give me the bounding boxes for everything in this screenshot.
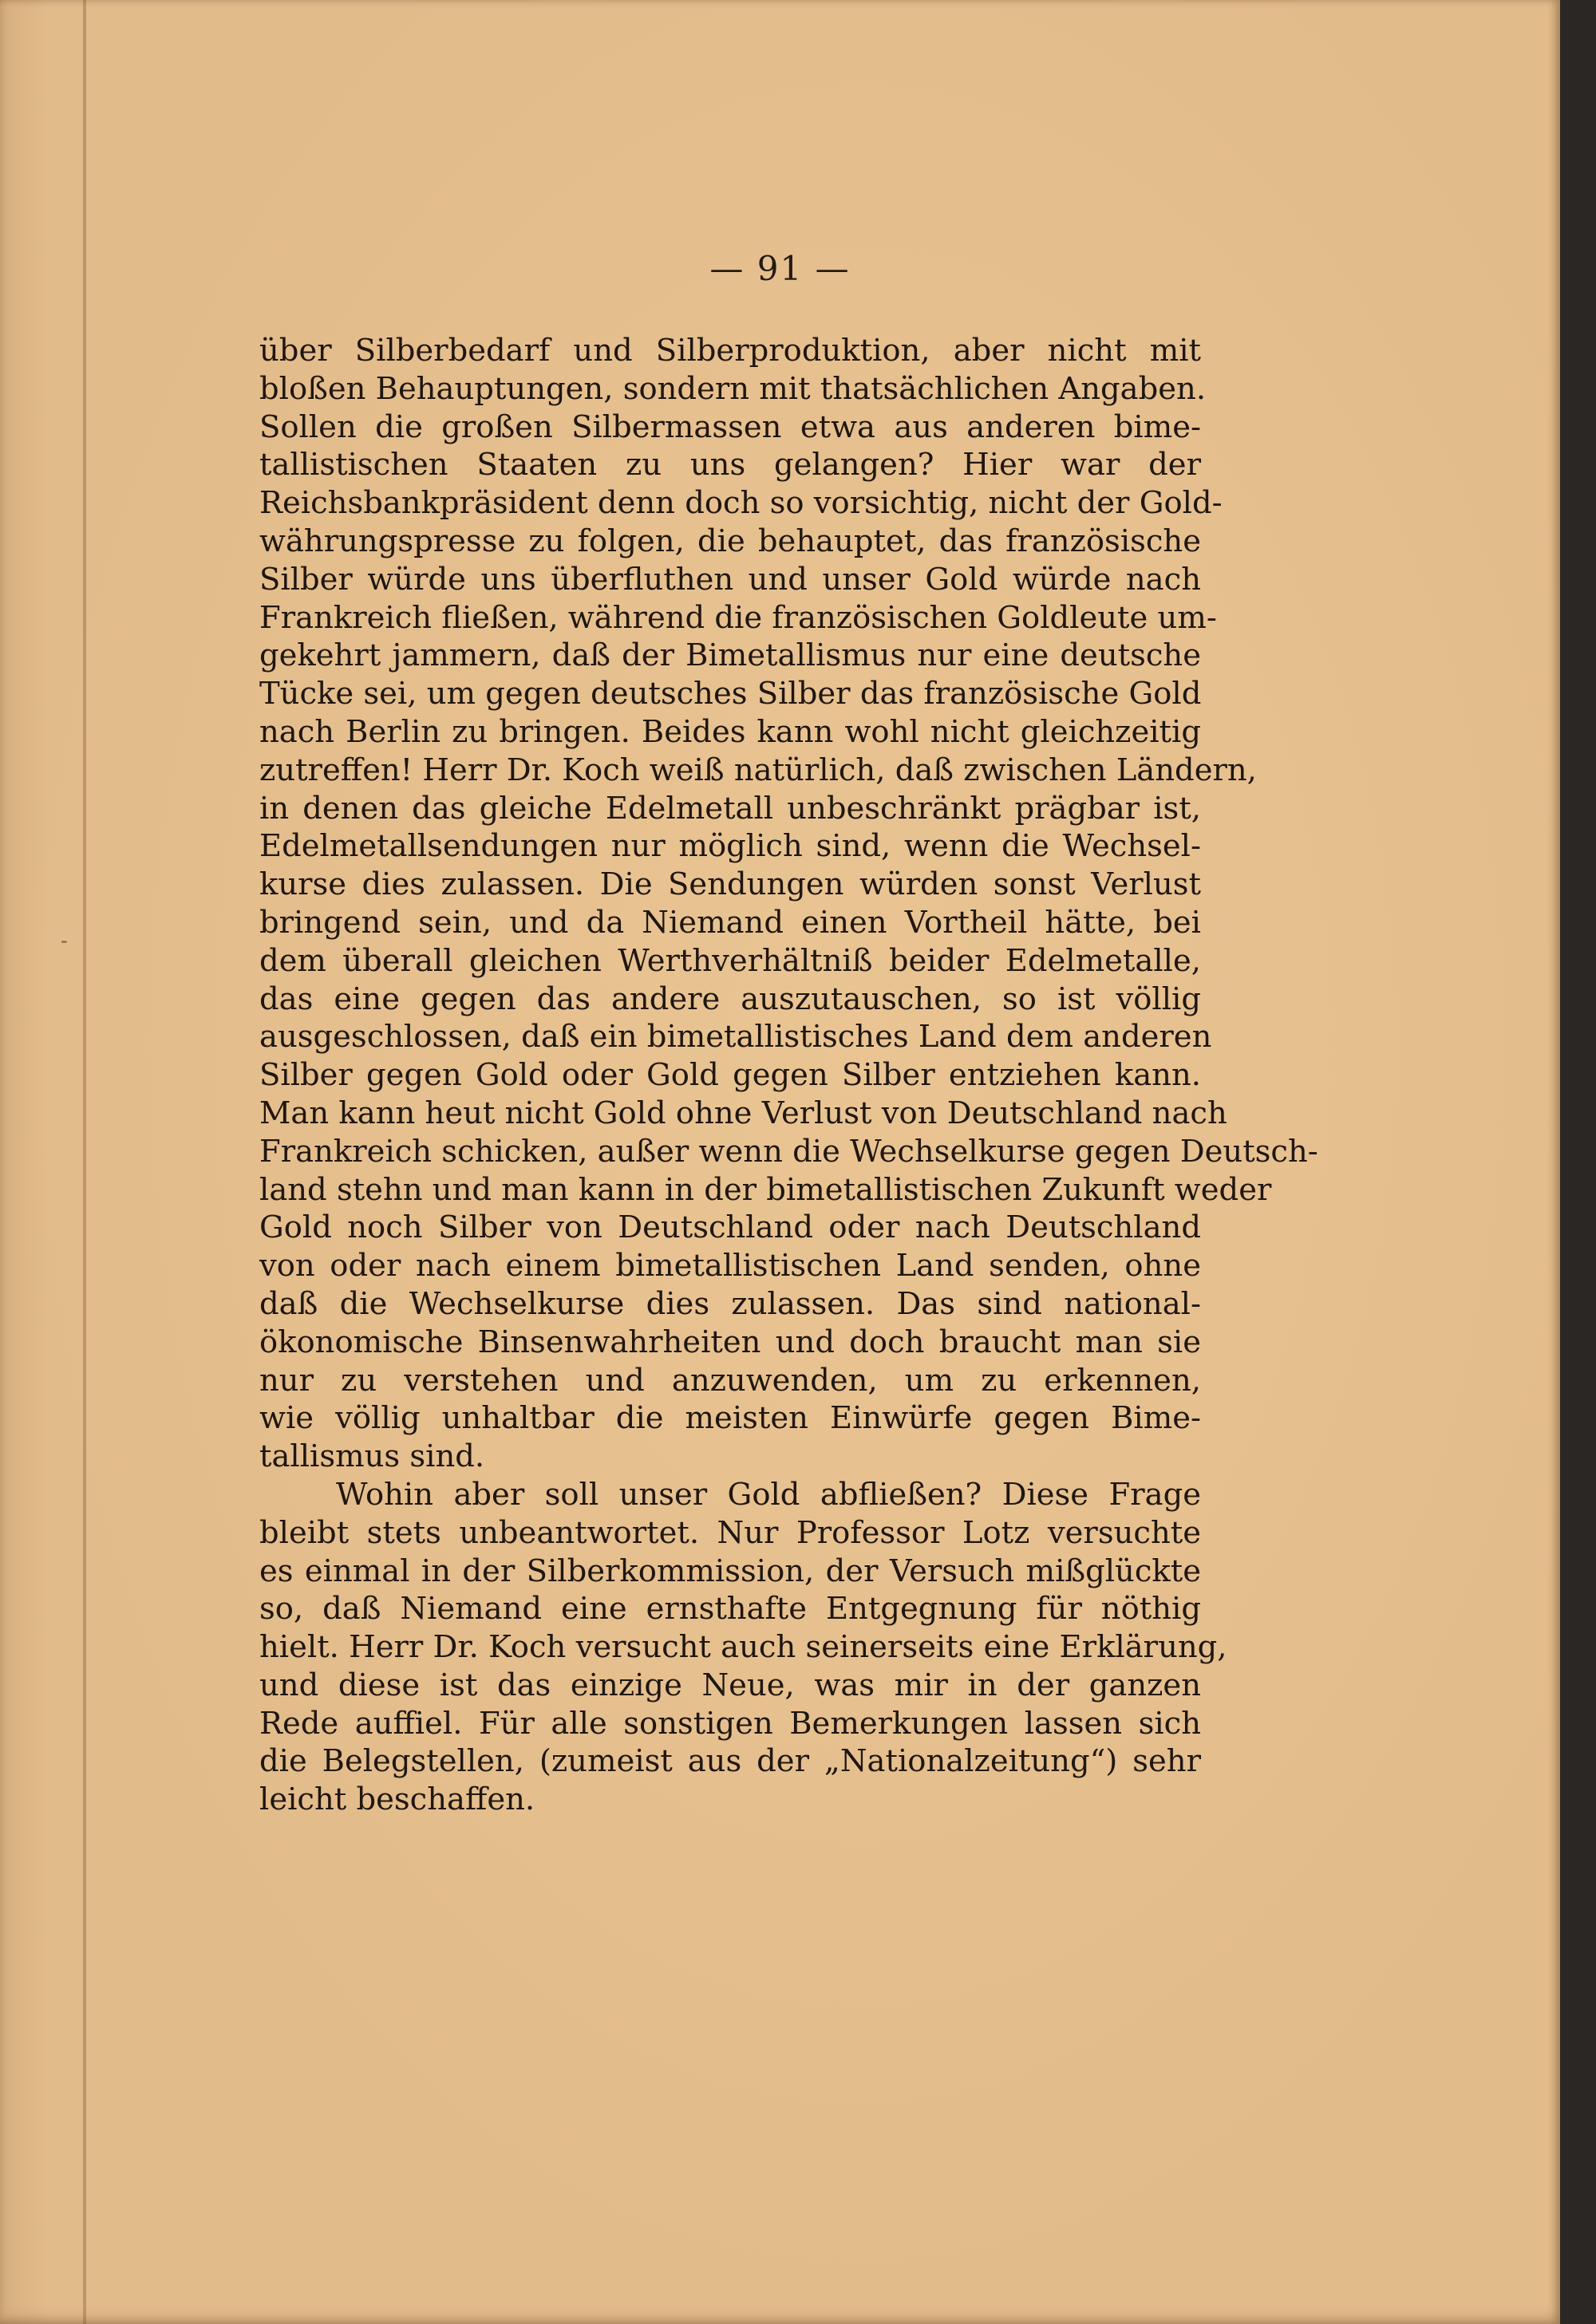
text-line: das eine gegen das andere auszutauschen, so ist völlig — [259, 980, 1201, 1017]
text-line: bringend sein, und da Niemand einen Vortheil hätte, bei — [259, 904, 1201, 941]
text-line: ökonomische Binsenwahrheiten und doch braucht man sie — [259, 1324, 1201, 1360]
text-line: währungspresse zu folgen, die behauptet, das französische — [259, 523, 1201, 559]
text-line: daß die Wechselkurse dies zulassen. Das sind national- — [259, 1285, 1201, 1322]
text-line: Sollen die großen Silbermassen etwa aus anderen bime- — [259, 408, 1201, 445]
text-line: ausgeschlossen, daß ein bimetallistisches Land dem anderen — [259, 1019, 1212, 1055]
text-line: Gold noch Silber von Deutschland oder nach Deutschland — [259, 1209, 1201, 1246]
text-line: Frankreich fließen, während die französischen Goldleute um- — [259, 599, 1217, 636]
text-line: und diese ist das einzige Neue, was mir in der ganzen — [259, 1667, 1201, 1703]
margin-pencil-mark: - — [61, 929, 68, 952]
text-line: Silber würde uns überfluthen und unser Gold würde nach — [259, 561, 1201, 598]
text-line: land stehn und man kann in der bimetallistischen Zukunft weder — [259, 1171, 1272, 1208]
text-line: wie völlig unhaltbar die meisten Einwürfe gegen Bime- — [259, 1400, 1201, 1437]
text-line: Reichsbankpräsident denn doch so vorsichtig, nicht der Gold- — [259, 485, 1223, 522]
text-line: in denen das gleiche Edelmetall unbeschränkt prägbar ist, — [259, 790, 1201, 827]
text-line: bloßen Behauptungen, sondern mit thatsächlichen Angaben. — [259, 370, 1207, 407]
paragraph-end-line: leicht beschaffen. — [259, 1781, 535, 1818]
text-line: Rede auffiel. Für alle sonstigen Bemerkungen lassen sich — [259, 1705, 1201, 1742]
text-line: kurse dies zulassen. Die Sendungen würden sonst Verlust — [259, 866, 1201, 903]
text-line: Frankreich schicken, außer wenn die Wechselkurse gegen Deutsch- — [259, 1133, 1318, 1170]
text-line: über Silberbedarf und Silberproduktion, aber nicht mit — [259, 333, 1201, 369]
page-gutter-edge — [83, 0, 86, 2324]
paragraph-start-line: Wohin aber soll unser Gold abfließen? Diese Frage — [336, 1476, 1201, 1513]
text-line: hielt. Herr Dr. Koch versucht auch seinerseits eine Erklärung, — [259, 1629, 1227, 1666]
text-line: dem überall gleichen Werthverhältniß beider Edelmetalle, — [259, 942, 1201, 979]
text-line: zutreffen! Herr Dr. Koch weiß natürlich, daß zwischen Ländern, — [259, 752, 1257, 788]
body-text — [259, 332, 1318, 1819]
paragraph-end-line: tallismus sind. — [259, 1438, 485, 1475]
text-line: es einmal in der Silberkommission, der Versuch mißglückte — [259, 1553, 1201, 1589]
page-number: — 91 — — [709, 249, 851, 288]
text-line: die Belegstellen, (zumeist aus der „Nationalzeitung“) sehr — [259, 1743, 1201, 1780]
text-line: gekehrt jammern, daß der Bimetallismus nur eine deutsche — [259, 637, 1201, 674]
text-line: Edelmetallsendungen nur möglich sind, wenn die Wechsel- — [259, 828, 1201, 865]
text-line: nur zu verstehen und anzuwenden, um zu erkennen, — [259, 1362, 1201, 1399]
text-line: bleibt stets unbeantwortet. Nur Professor Lotz versuchte — [259, 1514, 1201, 1551]
text-line: Silber gegen Gold oder Gold gegen Silber entziehen kann. — [259, 1057, 1201, 1094]
text-line: Man kann heut nicht Gold ohne Verlust von Deutschland nach — [259, 1095, 1227, 1131]
text-line: nach Berlin zu bringen. Beides kann wohl nicht gleichzeitig — [259, 713, 1201, 750]
text-line: tallistischen Staaten zu uns gelangen? Hier war der — [259, 447, 1201, 483]
text-line: so, daß Niemand eine ernsthafte Entgegnung für nöthig — [259, 1591, 1201, 1628]
text-line: Tücke sei, um gegen deutsches Silber das französische Gold — [259, 676, 1202, 712]
text-line: von oder nach einem bimetallistischen Land senden, ohne — [259, 1248, 1201, 1284]
